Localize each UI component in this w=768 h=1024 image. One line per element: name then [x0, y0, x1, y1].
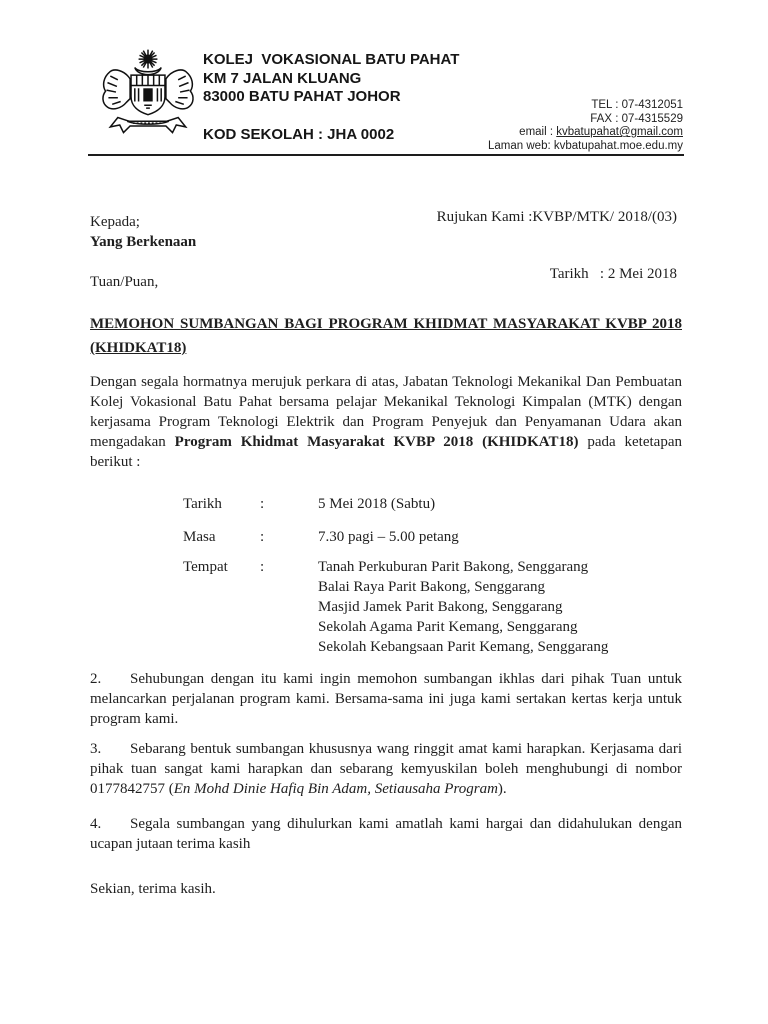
detail-row-masa [90, 527, 682, 547]
email-link[interactable]: kvbatupahat@gmail.com [556, 126, 683, 138]
paragraph-3 [90, 739, 682, 799]
email-line [488, 126, 683, 140]
subject-line2: (KHIDKAT18) [90, 340, 187, 356]
detail-label: Tempat [183, 559, 228, 575]
paragraph-3-tail: ). [497, 781, 507, 797]
salutation: Tuan/Puan, [90, 274, 159, 290]
letter-body [90, 212, 682, 899]
email-label: email : [519, 126, 557, 138]
school-code: KOD SEKOLAH : JHA 0002 [203, 126, 395, 143]
paragraph-1 [90, 372, 682, 472]
detail-colon: : [260, 529, 265, 545]
paragraph-2-text: Sehubungan dengan itu kami ingin memohon sumbangan ikhlas dari pihak Tuan untuk melancarkan perjalanan program kami. Bersama-sama ini juga kami sertakan kertas kerja untuk program kami. [90, 671, 682, 727]
paragraph-2 [90, 669, 682, 729]
addressee: Yang Berkenaan [90, 234, 197, 250]
paragraph-4-text: Segala sumbangan yang dihulurkan kami amatlah kami hargai dan didahulukan dengan ucapan jutaan terima kasih [90, 816, 682, 852]
our-reference: Rujukan Kami :KVBP/MTK/ 2018/(03) [436, 209, 677, 225]
detail-label: Tarikh [183, 496, 222, 512]
letterhead-divider [88, 154, 684, 156]
event-details [90, 494, 682, 657]
detail-row-tempat [90, 557, 682, 657]
closing-line: Sekian, terima kasih. [90, 881, 216, 897]
paragraph-1-tail: pada ketetapan berikut : [90, 434, 682, 470]
detail-colon: : [260, 496, 265, 512]
detail-value: 7.30 pagi – 5.00 petang [318, 529, 459, 545]
detail-value: Sekolah Kebangsaan Parit Kemang, Senggarang [318, 639, 609, 655]
addressee-intro: Kepada; [90, 214, 140, 230]
detail-row-tarikh [90, 494, 682, 514]
detail-colon: : [260, 559, 265, 575]
paragraph-4-number: 4. [90, 816, 102, 832]
tel-line: TEL : 07-4312051 [591, 99, 683, 111]
letter-date: Tarikh : 2 Mei 2018 [549, 266, 677, 282]
paragraph-1-program-name: Program Khidmat Masyarakat KVBP 2018 (KHIDKAT18) [174, 434, 579, 450]
detail-label: Masa [183, 529, 216, 545]
paragraph-3-number: 3. [90, 741, 102, 757]
website-line: Laman web: kvbatupahat.moe.edu.my [488, 139, 683, 152]
malaysia-coat-of-arms-icon [99, 46, 197, 140]
paragraph-1-text: Dengan segala hormatnya merujuk perkara di atas, Jabatan Teknologi Mekanikal Dan Pembuatan Kolej Vokasional Batu Pahat bersama pelajar Mekanikal Teknologi Kimpalan (MTK) dengan kerjasama Program Teknologi Elektrik dan Program Penyejuk dan Penyamanan Udara akan mengadakan [90, 374, 682, 450]
detail-value: Balai Raya Parit Bakong, Senggarang [318, 579, 546, 595]
contact-block [488, 99, 683, 153]
paragraph-3-text: Sebarang bentuk sumbangan khususnya wang ringgit amat kami harapkan. Kerjasama dari pihak tuan sangat kami harapkan dan sebarang kemyuskilan boleh menghubungi di nombor 0177842757 ( [90, 741, 682, 797]
school-address-line2: 83000 BATU PAHAT JOHOR [203, 88, 401, 105]
paragraph-2-number: 2. [90, 671, 102, 687]
school-name: KOLEJ VOKASIONAL BATU PAHAT [203, 51, 460, 68]
subject-heading [90, 312, 682, 360]
school-address-line1: KM 7 JALAN KLUANG [203, 69, 362, 87]
subject-line1: MEMOHON SUMBANGAN BAGI PROGRAM KHIDMAT MASYARAKAT KVBP 2018 [90, 316, 682, 332]
school-name-address [203, 51, 459, 107]
detail-value: 5 Mei 2018 (Sabtu) [318, 496, 436, 512]
paragraph-3-contact-person: En Mohd Dinie Hafiq Bin Adam, Setiausaha Program [173, 781, 498, 797]
fax-line: FAX : 07-4315529 [590, 112, 683, 125]
detail-value: Sekolah Agama Parit Kemang, Senggarang [318, 619, 578, 635]
detail-value: Masjid Jamek Parit Bakong, Senggarang [318, 599, 563, 615]
detail-value: Tanah Perkuburan Parit Bakong, Senggarang [318, 559, 589, 575]
paragraph-4 [90, 814, 682, 854]
